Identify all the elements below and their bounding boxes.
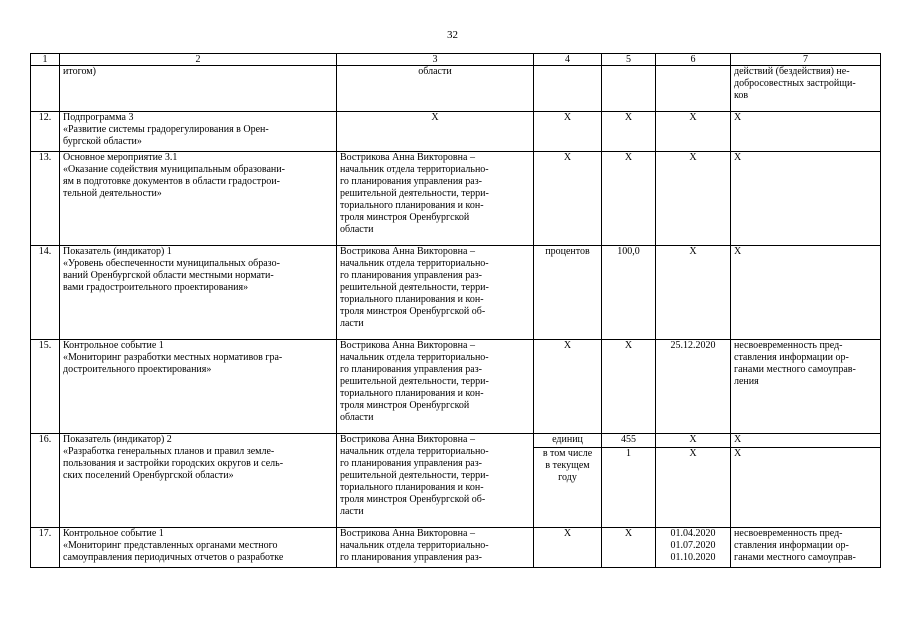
cell-part-current-year: X [734, 448, 742, 459]
cell-text-line: троля минстроя Оренбургской [340, 212, 470, 223]
cell-text-line: начальник отдела территориально- [340, 540, 489, 551]
responsible-cell [337, 340, 534, 434]
cell-text-line: начальник отдела территориально- [340, 352, 489, 363]
cell-text-line: X [563, 112, 572, 123]
cell-text-line: несвоевременность пред- [734, 340, 843, 351]
column-number-row [31, 54, 881, 66]
cell-text-line: го планирования управления раз- [340, 176, 482, 187]
cell-text-line: Вострикова Анна Викторовна – [340, 152, 475, 163]
cell-text-line: ториального планирования и кон- [340, 482, 484, 493]
cell-text-line: «Развитие системы градорегулирования в Орен- [63, 124, 269, 135]
cell-text-line: вами градостроительного проектирования» [63, 282, 249, 293]
date-cell [656, 528, 731, 568]
unit-cell [534, 66, 602, 112]
cell-text-line: решительной деятельности, терри- [340, 282, 489, 293]
name-cell [60, 112, 337, 152]
column-number: 2 [60, 54, 337, 66]
unit-cell [534, 528, 602, 568]
cell-text-line: году [558, 472, 577, 483]
cell-text-line: ваний Оренбургской области местными нормати- [63, 270, 274, 281]
cell-text-line: X [624, 112, 633, 123]
risk-cell [731, 112, 881, 152]
cell-text-line: 01.07.2020 [670, 540, 716, 551]
cell-text-line: «Разработка генеральных планов и правил земле- [63, 446, 275, 457]
cell-text-line: X [734, 246, 742, 257]
date-cell [656, 246, 731, 340]
responsible-cell [337, 66, 534, 112]
cell-text-line: тельной деятельности» [63, 188, 162, 199]
column-number: 6 [656, 54, 731, 66]
cell-text-line: X [689, 112, 697, 123]
responsible-cell [337, 246, 534, 340]
cell-text-line: области [340, 224, 374, 235]
cell-text-line: X [734, 152, 742, 163]
cell-text-line: троля минстроя Оренбургской [340, 400, 470, 411]
cell-text-line: X [624, 528, 633, 539]
table-row [31, 66, 881, 112]
unit-cell [534, 112, 602, 152]
cell-text-line: бургской области» [63, 136, 142, 147]
cell-text-line: Контрольное событие 1 [63, 528, 164, 539]
value-cell [602, 434, 656, 528]
table-row [31, 112, 881, 152]
cell-text-line: X [563, 152, 572, 163]
cell-text-line: ториального планирования и кон- [340, 294, 484, 305]
name-cell [60, 340, 337, 434]
cell-text-line: начальник отдела территориально- [340, 446, 489, 457]
cell-text-line: начальник отдела территориально- [340, 258, 489, 269]
cell-text-line: «Уровень обеспеченности муниципальных образо- [63, 258, 280, 269]
table-row [31, 152, 881, 246]
cell-text-line: троля минстроя Оренбургской об- [340, 494, 486, 505]
cell-text-line: Контрольное событие 1 [63, 340, 164, 351]
cell-text-line: троля минстроя Оренбургской об- [340, 306, 486, 317]
cell-text-line: ских поселений Оренбургской области» [63, 470, 234, 481]
column-number: 4 [534, 54, 602, 66]
cell-text-line: области [340, 412, 374, 423]
table-row [31, 434, 881, 528]
cell-part-total: X [656, 434, 730, 448]
cell-text-line: ганами местного самоуправ- [734, 552, 856, 563]
cell-text-line: решительной деятельности, терри- [340, 188, 489, 199]
cell-text-line: самоуправления периодичных отчетов о разработке [63, 552, 284, 563]
date-cell [656, 66, 731, 112]
date-cell [656, 340, 731, 434]
name-cell [60, 66, 337, 112]
cell-text-line: Вострикова Анна Викторовна – [340, 340, 475, 351]
cell-part-total: единиц [534, 434, 601, 448]
cell-text-line: несвоевременность пред- [734, 528, 843, 539]
responsible-cell [337, 528, 534, 568]
cell-text-line: 01.10.2020 [670, 552, 716, 563]
name-cell [60, 246, 337, 340]
column-number: 3 [337, 54, 534, 66]
cell-text-line: ков [734, 90, 749, 101]
unit-cell [534, 246, 602, 340]
name-cell [60, 528, 337, 568]
cell-text-line: Вострикова Анна Викторовна – [340, 246, 475, 257]
cell-text-line: Вострикова Анна Викторовна – [340, 434, 475, 445]
cell-text-line: X [734, 112, 742, 123]
cell-text-line: 01.04.2020 [670, 528, 716, 539]
column-number: 1 [31, 54, 60, 66]
column-number: 5 [602, 54, 656, 66]
cell-text-line: ставления информации ор- [734, 352, 849, 363]
cell-text-line: X [563, 528, 572, 539]
row-number-cell [31, 66, 60, 112]
cell-text-line: процентов [545, 246, 590, 257]
unit-cell [534, 152, 602, 246]
cell-part-current-year [534, 448, 601, 484]
cell-text-line: ления [734, 376, 759, 387]
table-row [31, 528, 881, 568]
cell-text-line: 25.12.2020 [670, 340, 716, 351]
row-number-cell: 16. [31, 434, 60, 528]
cell-text-line: Показатель (индикатор) 2 [63, 434, 172, 445]
cell-text-line: Вострикова Анна Викторовна – [340, 528, 475, 539]
name-cell [60, 434, 337, 528]
cell-text-line: го планирования управления раз- [340, 552, 482, 563]
cell-text-line: «Мониторинг представленных органами местного [63, 540, 278, 551]
cell-text-line: ториального планирования и кон- [340, 200, 484, 211]
date-cell [656, 434, 731, 528]
cell-text-line: ласти [340, 318, 364, 329]
cell-text-line: X [689, 246, 697, 257]
value-cell [602, 340, 656, 434]
cell-text-line: го планирования управления раз- [340, 458, 482, 469]
document-table [30, 53, 881, 568]
cell-text-line: X [689, 152, 697, 163]
cell-text-line: ставления информации ор- [734, 540, 849, 551]
table-row [31, 246, 881, 340]
cell-text-line: в том числе [542, 448, 593, 459]
risk-cell [731, 434, 881, 528]
value-cell [602, 112, 656, 152]
risk-cell [731, 246, 881, 340]
cell-text-line: го планирования управления раз- [340, 270, 482, 281]
unit-cell [534, 340, 602, 434]
cell-text-line: «Мониторинг разработки местных нормативов гра- [63, 352, 283, 363]
cell-text-line: пользования и застройки городских округов и сель- [63, 458, 284, 469]
table-body [31, 66, 881, 568]
cell-text-line: добросовестных застройщи- [734, 78, 856, 89]
cell-text-line: Подпрограмма 3 [63, 112, 134, 123]
name-cell [60, 152, 337, 246]
cell-text-line: решительной деятельности, терри- [340, 470, 489, 481]
cell-text-line: Основное мероприятие 3.1 [63, 152, 178, 163]
cell-text-line: действий (бездействия) не- [734, 66, 850, 77]
value-cell [602, 66, 656, 112]
row-number-cell: 17. [31, 528, 60, 568]
value-cell [602, 528, 656, 568]
cell-text-line: X [624, 340, 633, 351]
cell-text-line: ганами местного самоуправ- [734, 364, 856, 375]
risk-cell [731, 528, 881, 568]
cell-text-line: ям в подготовке документов в области градострои- [63, 176, 280, 187]
cell-text-line: X [624, 152, 633, 163]
row-number-cell: 14. [31, 246, 60, 340]
risk-cell [731, 152, 881, 246]
responsible-cell [337, 112, 534, 152]
column-number: 7 [731, 54, 881, 66]
row-number-cell: 15. [31, 340, 60, 434]
cell-part-total: X [731, 434, 880, 448]
cell-part-current-year: 1 [626, 448, 631, 459]
row-number-cell: 12. [31, 112, 60, 152]
cell-part-current-year: X [689, 448, 697, 459]
cell-text-line: начальник отдела территориально- [340, 164, 489, 175]
cell-text-line: достроительного проектирования» [63, 364, 212, 375]
cell-text-line: решительной деятельности, терри- [340, 376, 489, 387]
cell-text-line: ториального планирования и кон- [340, 388, 484, 399]
table-row [31, 340, 881, 434]
cell-text-line: области [418, 66, 452, 77]
value-cell [602, 152, 656, 246]
risk-cell [731, 66, 881, 112]
cell-text-line: 100,0 [617, 246, 640, 257]
date-cell [656, 152, 731, 246]
responsible-cell [337, 434, 534, 528]
row-number-cell: 13. [31, 152, 60, 246]
cell-part-total: 455 [602, 434, 655, 448]
cell-text-line: «Оказание содействия муниципальным образовани- [63, 164, 285, 175]
cell-text-line: го планирования управления раз- [340, 364, 482, 375]
cell-text-line: Показатель (индикатор) 1 [63, 246, 172, 257]
cell-text-line: ласти [340, 506, 364, 517]
value-cell [602, 246, 656, 340]
unit-cell [534, 434, 602, 528]
cell-text-line: X [431, 112, 439, 123]
cell-text-line: X [563, 340, 572, 351]
page-number: 32 [447, 29, 458, 41]
cell-text-line: в текущем [545, 460, 590, 471]
risk-cell [731, 340, 881, 434]
cell-text-line: итогом) [63, 66, 96, 77]
responsible-cell [337, 152, 534, 246]
date-cell [656, 112, 731, 152]
